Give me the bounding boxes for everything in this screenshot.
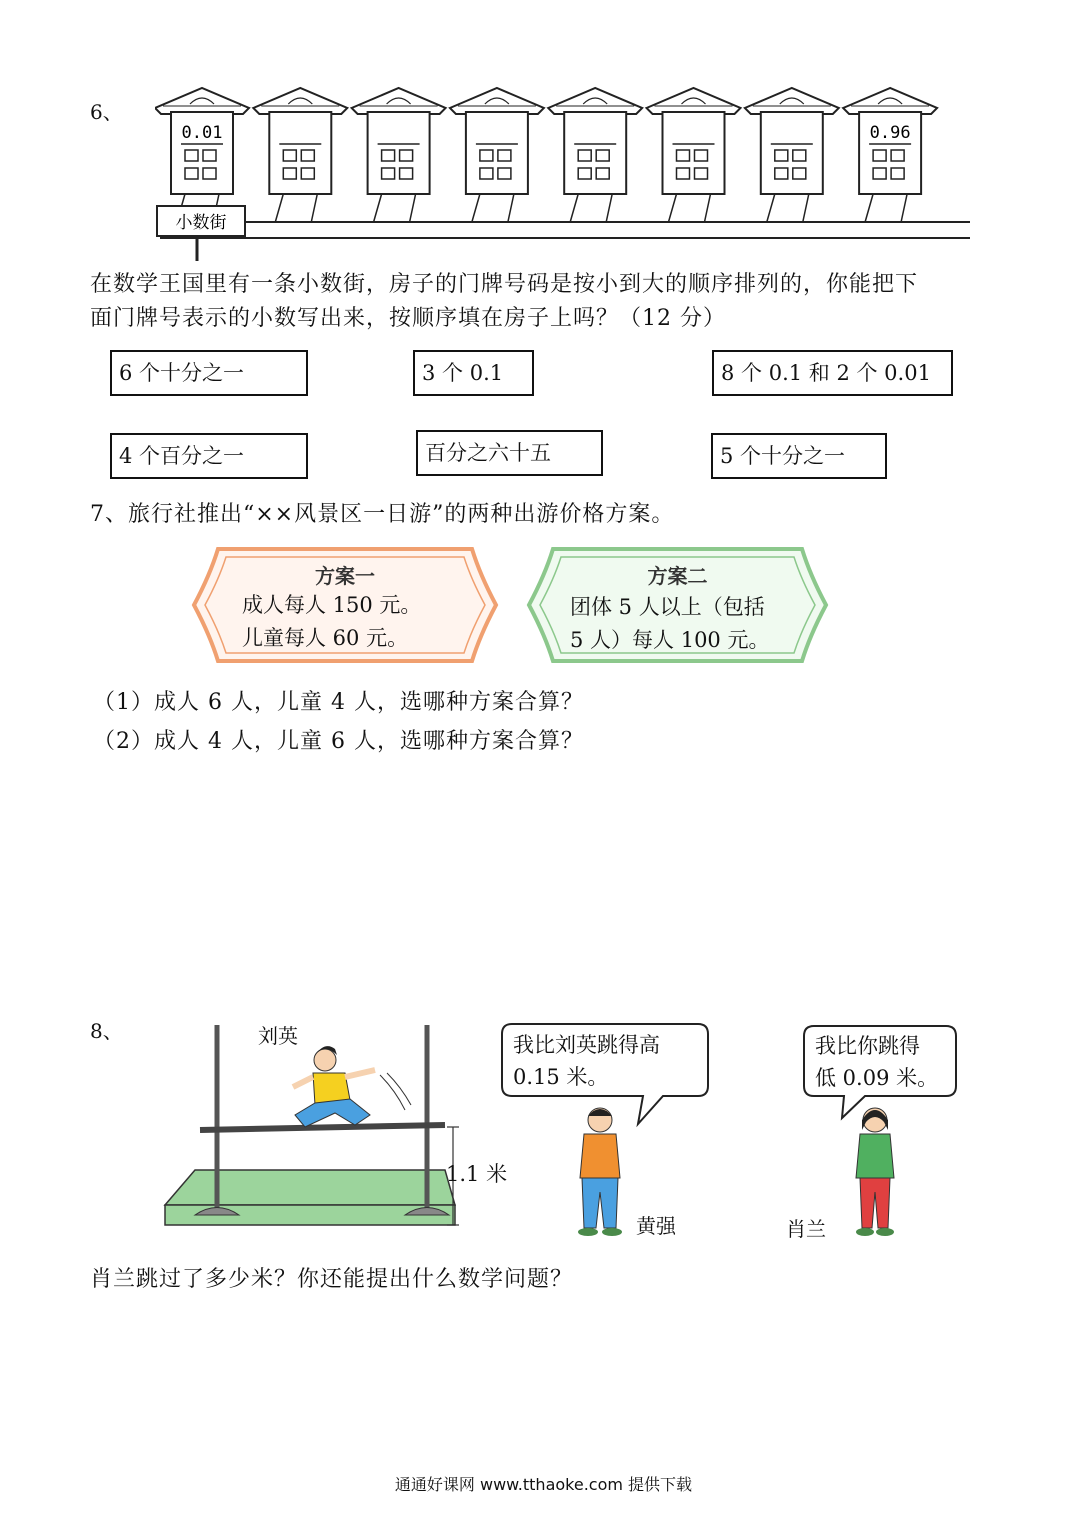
plan-2-title: 方案二 <box>647 564 708 588</box>
boy-figure <box>560 1100 640 1240</box>
girl-figure <box>840 1100 910 1240</box>
plan-2-line1: 团体 5 人以上（包括 <box>570 595 765 619</box>
plan-1-card <box>190 545 500 665</box>
question-7-sub-2: （2）成人 4 人，儿童 6 人，选哪种方案合算？ <box>93 729 584 754</box>
plan-1-title: 方案一 <box>315 564 375 588</box>
street-sign-text: 小数街 <box>175 213 227 233</box>
page-footer: 通通好课网 www.tthaoke.com 提供下载 <box>394 1475 693 1494</box>
house-4 <box>450 88 544 222</box>
clue-card-5: 百分之六十五 <box>416 430 603 476</box>
question-6-text-line2: 面门牌号表示的小数写出来，按顺序填在房子上吗？（12 分） <box>90 306 726 331</box>
jumper-figure <box>293 1046 375 1127</box>
house-3 <box>352 88 446 222</box>
question-7-sub-1: （1）成人 6 人，儿童 4 人，选哪种方案合算？ <box>93 690 584 715</box>
question-6-number: 6、 <box>90 100 123 124</box>
bubble-boy-line2: 0.15 米。 <box>513 1065 609 1089</box>
high-jump-svg <box>155 1015 535 1240</box>
clue-card-6: 5 个十分之一 <box>711 433 887 479</box>
house-1 <box>155 88 249 222</box>
bubble-girl-line1: 我比你跳得 <box>815 1034 920 1058</box>
houses-group <box>155 88 937 222</box>
plan-2-card <box>525 545 830 665</box>
house-8 <box>843 88 937 222</box>
house-6 <box>647 88 741 222</box>
decimal-street-illustration <box>155 86 975 266</box>
house-number-1: 0.01 <box>181 123 223 143</box>
question-7-title: 7、旅行社推出“××风景区一日游”的两种出游价格方案。 <box>90 502 675 527</box>
clue-card-2: 3 个 0.1 <box>413 350 534 396</box>
cross-bar <box>200 1125 445 1130</box>
house-number-8: 0.96 <box>869 123 911 143</box>
girl-name: 肖兰 <box>786 1217 826 1241</box>
boy-name: 黄强 <box>636 1214 676 1238</box>
house-7 <box>745 88 839 222</box>
question-8-number: 8、 <box>90 1019 123 1043</box>
clue-card-1: 6 个十分之一 <box>110 350 308 396</box>
street-houses-svg <box>155 86 975 266</box>
question-6-text-line1: 在数学王国里有一条小数街，房子的门牌号码是按小到大的顺序排列的，你能把下 <box>90 272 919 297</box>
jumper-name: 刘英 <box>258 1024 298 1048</box>
bubble-girl-line2: 低 0.09 米。 <box>815 1066 939 1090</box>
high-jump-illustration <box>155 1015 535 1240</box>
house-2 <box>253 88 347 222</box>
plan-2-line2: 5 人）每人 100 元。 <box>570 628 770 652</box>
clue-card-4: 4 个百分之一 <box>110 433 308 479</box>
bar-height-label: 1.1 米 <box>446 1162 508 1186</box>
house-5 <box>548 88 642 222</box>
plan-1-line2: 儿童每人 60 元。 <box>242 626 409 650</box>
question-8-text: 肖兰跳过了多少米？你还能提出什么数学问题？ <box>90 1267 574 1292</box>
plan-1-line1: 成人每人 150 元。 <box>242 593 422 617</box>
bubble-boy-line1: 我比刘英跳得高 <box>513 1033 660 1057</box>
clue-card-3: 8 个 0.1 和 2 个 0.01 <box>712 350 953 396</box>
